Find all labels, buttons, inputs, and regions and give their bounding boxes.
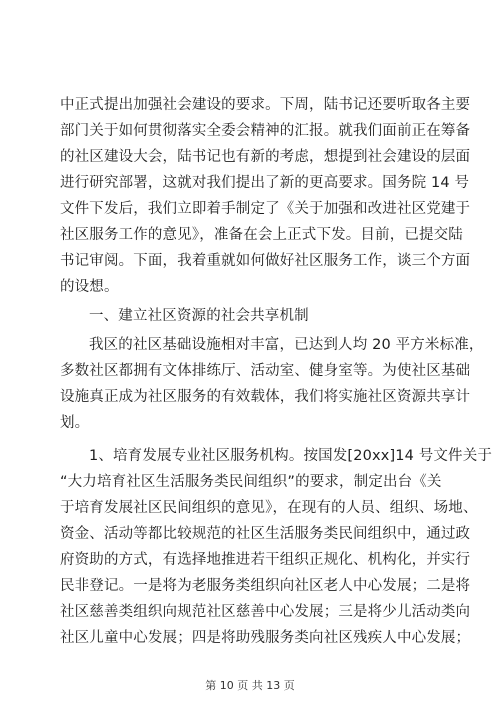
text-line: 府资助的方式，有选择地推进若干组织正规化、机构化，并实行 bbox=[60, 552, 471, 568]
body-paragraph bbox=[60, 332, 484, 436]
text-line: 中正式提出加强社会建设的要求。下周，陆书记还要听取各主要 bbox=[60, 97, 471, 113]
page-number-footer: 第 10 页 共 13 页 bbox=[205, 679, 295, 692]
text-line: 社区儿童中心发展；四是将助残服务类向社区残疾人中心发展； bbox=[60, 630, 471, 646]
text-line: 多数社区都拥有文体排练厅、活动室、健身室等。为使社区基础 bbox=[60, 363, 471, 379]
text-line: 书记审阅。下面，我着重就如何做好社区服务工作，谈三个方面 bbox=[60, 253, 471, 269]
text-line: 1、培育发展专业社区服务机构。按国发[20xx]14 号文件关于 bbox=[89, 448, 493, 464]
text-line: 我区的社区基础设施相对丰富，已达到人均 20 平方米标准， bbox=[89, 337, 484, 353]
text-line: 社区慈善类组织向规范社区慈善中心发展；三是将少儿活动类向 bbox=[60, 604, 471, 620]
document-body bbox=[60, 92, 493, 651]
text-line: 民非登记。一是将为老服务类组织向社区老人中心发展；二是将 bbox=[60, 578, 471, 594]
text-line: 的社区建设大会，陆书记也有新的考虑，想提到社会建设的层面 bbox=[60, 149, 471, 165]
heading-line: 一、建立社区资源的社会共享机制 bbox=[89, 308, 309, 324]
text-line: 资金、活动等都比较规范的社区生活服务类民间组织中，通过政 bbox=[60, 526, 471, 542]
text-line: 文件下发后，我们立即着手制定了《关于加强和改进社区党建于 bbox=[60, 201, 471, 217]
text-line: 设施真正成为社区服务的有效载体，我们将实施社区资源共享计 bbox=[60, 389, 471, 405]
text-line: 部门关于如何贯彻落实全委会精神的汇报。就我们面前正在筹备 bbox=[60, 123, 471, 139]
text-line: 的设想。 bbox=[60, 279, 119, 295]
text-line: 于培育发展社区民间组织的意见》，在现有的人员、组织、场地、 bbox=[60, 500, 478, 516]
body-paragraph bbox=[60, 443, 493, 651]
text-line: 划。 bbox=[60, 415, 90, 431]
section-heading bbox=[60, 303, 445, 329]
body-paragraph bbox=[60, 92, 471, 300]
text-line: 社区服务工作的意见》，准备在会上正式下发。目前，已提交陆 bbox=[60, 227, 463, 243]
text-line: 进行研究部署，这就对我们提出了新的更高要求。国务院 14 号 bbox=[60, 175, 470, 191]
text-line: “大力培育社区生活服务类民间组织”的要求，制定出台《关 bbox=[60, 474, 442, 490]
